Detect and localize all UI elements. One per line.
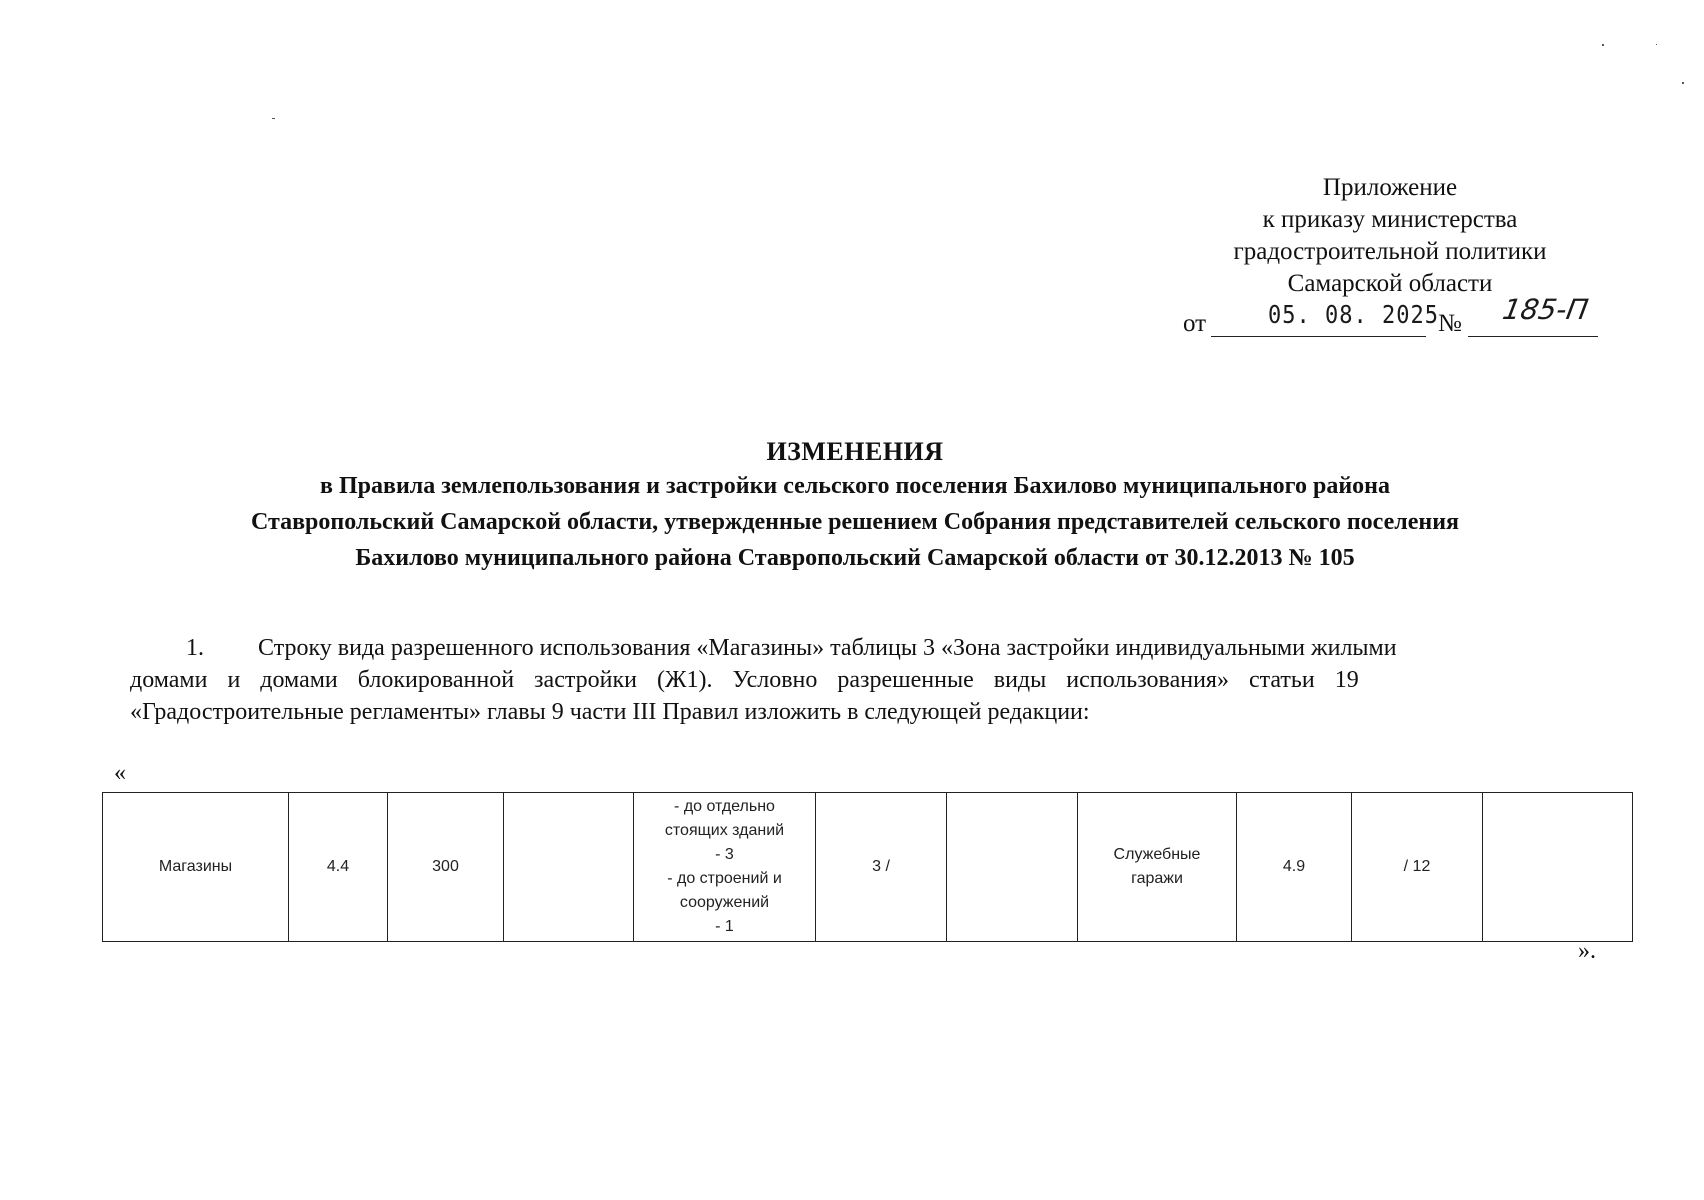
document-title	[60, 436, 1650, 576]
title-sub-line-3: Бахилово муниципального района Ставропольский Самарской области от 30.12.2013 № 105	[355, 545, 1355, 571]
attachment-header	[1180, 172, 1600, 300]
setback-line-1: - до отдельно	[674, 798, 775, 815]
cell-coverage	[947, 793, 1078, 942]
order-date-stamp: 05. 08. 2025	[1268, 301, 1439, 330]
cell-aux-floors: / 12	[1352, 793, 1483, 942]
cell-aux-code: 4.9	[1237, 793, 1352, 942]
table-row	[103, 793, 1633, 942]
aux-use-line-2: гаражи	[1131, 870, 1183, 887]
quote-close: ».	[1578, 938, 1596, 964]
attachment-line-1: Приложение	[1322, 174, 1458, 201]
attachment-line-4: Самарской области	[1287, 270, 1493, 297]
cell-aux-extra	[1483, 793, 1633, 942]
scan-speck	[272, 118, 275, 119]
paragraph-line-2: домами и домами блокированной застройки (Ж1). Условно разрешенные виды использования» статьи 19	[130, 667, 1359, 693]
paragraph-line-1	[130, 632, 1600, 664]
scan-speck	[1656, 44, 1657, 45]
setback-line-3: - 3	[715, 846, 734, 863]
cell-code: 4.4	[289, 793, 388, 942]
title-sub-line-1: в Правила землепользования и застройки сельского поселения Бахилово муниципального района	[320, 473, 1390, 499]
scan-speck	[1682, 82, 1684, 84]
attachment-line-3: градостроительной политики	[1233, 238, 1547, 265]
cell-aux-use	[1078, 793, 1237, 942]
setback-line-6: - 1	[715, 918, 734, 935]
number-label: №	[1438, 310, 1462, 337]
from-label: от	[1183, 310, 1207, 337]
scan-speck	[1602, 44, 1604, 46]
quote-open: «	[114, 760, 126, 786]
number-underline	[1468, 336, 1598, 337]
aux-use-line-1: Служебные	[1113, 846, 1201, 863]
setback-line-5: сооружений	[679, 894, 770, 911]
paragraph-number: 1.	[186, 635, 204, 661]
attachment-line-2: к приказу министерства	[1262, 206, 1518, 233]
paragraph-line-1-text: Строку вида разрешенного использования «Магазины» таблицы 3 «Зона застройки индивидуальными жилыми	[258, 635, 1397, 661]
cell-setbacks	[634, 793, 816, 942]
setback-line-2: стоящих зданий	[664, 822, 785, 839]
setback-line-4: - до строений и	[667, 870, 782, 887]
amendment-table	[102, 792, 1633, 942]
cell-min-area: 300	[388, 793, 504, 942]
order-date-number	[1183, 293, 1603, 340]
amendment-paragraph	[130, 632, 1600, 728]
title-subtitle	[60, 468, 1650, 576]
cell-use-type: Магазины	[103, 793, 289, 942]
date-underline	[1211, 336, 1426, 337]
paragraph-line-3: «Градостроительные регламенты» главы 9 части III Правил изложить в следующей редакции:	[130, 699, 1090, 725]
title-sub-line-2: Ставропольский Самарской области, утвержденные решением Собрания представителей сельского поселения	[250, 509, 1460, 535]
title-main: ИЗМЕНЕНИЯ	[766, 437, 944, 466]
cell-floors: 3 /	[816, 793, 947, 942]
cell-max-area	[504, 793, 634, 942]
order-number-handwritten: 185-П	[1500, 293, 1591, 326]
